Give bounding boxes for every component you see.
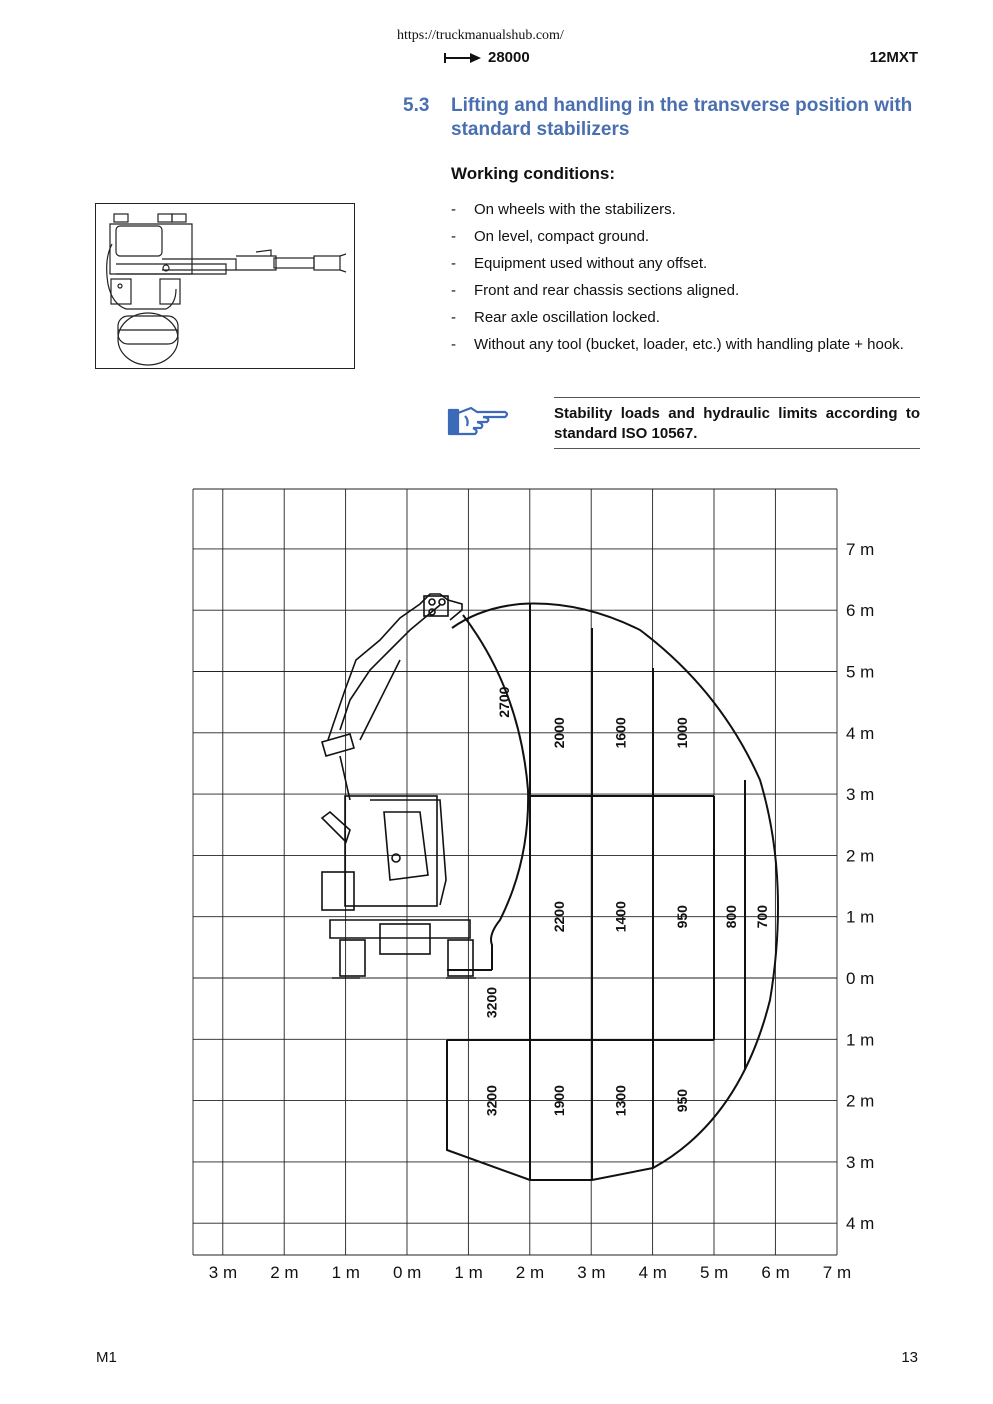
x-tick-label: 3 m — [577, 1263, 606, 1282]
load-value-label: 3200 — [483, 1085, 500, 1117]
note-text: Stability loads and hydraulic limits according to standard ISO 10567. — [554, 405, 920, 442]
x-tick-label: 1 m — [454, 1263, 483, 1282]
x-tick-label: 2 m — [515, 1263, 545, 1282]
load-value-label: 3200 — [483, 986, 500, 1019]
load-value-label: 1400 — [612, 901, 629, 933]
page-number: 13 — [901, 1349, 918, 1366]
machine-side-view — [322, 594, 476, 978]
y-tick-label: 2 m — [846, 846, 875, 866]
load-value-label: 950 — [674, 905, 691, 929]
list-item: - Front and rear chassis sections aligned. — [451, 282, 740, 299]
footer-section: M1 — [96, 1349, 117, 1366]
model-name: 12MXT — [869, 49, 918, 66]
load-value-label: 1900 — [551, 1085, 568, 1117]
y-tick-label: 0 m — [846, 969, 875, 988]
y-tick-label: 4 m — [846, 723, 875, 743]
list-item: - Without any tool (bucket, loader, etc.) with handling plate + hook. — [451, 336, 904, 353]
y-tick-label: 5 m — [846, 662, 875, 682]
load-value-label: 1600 — [612, 717, 629, 749]
list-item: - Equipment used without any offset. — [451, 255, 708, 272]
y-tick-label: 1 m — [846, 1030, 875, 1050]
x-tick-label: 3 m — [208, 1263, 238, 1282]
y-axis-labels — [846, 540, 874, 1233]
x-tick-label: 2 m — [270, 1263, 299, 1282]
y-tick-label: 1 m — [846, 907, 875, 927]
load-value-label: 1000 — [674, 717, 691, 749]
load-value-label: 2200 — [551, 901, 568, 933]
serial-number: 28000 — [488, 49, 530, 66]
x-axis-labels — [209, 1263, 851, 1282]
y-tick-label: 7 m — [846, 539, 875, 559]
y-tick-label: 2 m — [846, 1091, 875, 1111]
y-tick-label: 6 m — [846, 601, 875, 621]
load-value-label: 700 — [753, 905, 770, 929]
list-item: - Rear axle oscillation locked. — [451, 309, 660, 326]
working-conditions-heading: Working conditions: — [451, 164, 616, 183]
x-tick-label: 1 m — [331, 1263, 360, 1282]
x-tick-label: 4 m — [638, 1263, 667, 1282]
list-item: - On wheels with the stabilizers. — [451, 201, 676, 218]
load-value-label: 2700 — [495, 686, 512, 718]
load-value-label: 1300 — [612, 1085, 629, 1117]
x-tick-label: 5 m — [700, 1263, 729, 1282]
x-tick-label: 6 m — [761, 1263, 790, 1282]
y-tick-label: 4 m — [846, 1214, 875, 1234]
load-values — [484, 686, 770, 1116]
load-value-label: 2000 — [551, 717, 568, 749]
y-tick-label: 3 m — [846, 785, 875, 805]
section-title-text: Lifting and handling in the transverse position with standard stabilizers — [451, 95, 913, 140]
section-number: 5.3 — [403, 95, 430, 116]
y-tick-label: 3 m — [846, 1152, 875, 1172]
x-tick-label: 0 m — [393, 1263, 422, 1282]
source-url: https://truckmanualshub.com/ — [397, 28, 564, 43]
load-value-label: 950 — [674, 1088, 691, 1113]
x-tick-label: 7 m — [822, 1263, 852, 1282]
list-item: - On level, compact ground. — [451, 228, 650, 245]
load-value-label: 800 — [723, 905, 740, 929]
